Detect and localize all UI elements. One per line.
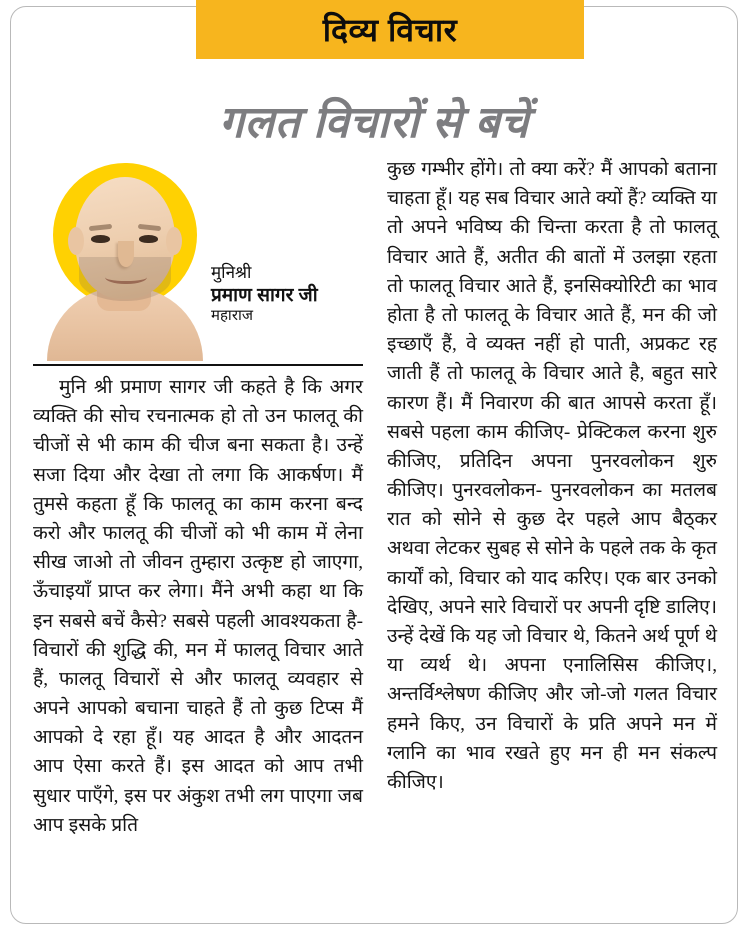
column-divider-rule bbox=[33, 364, 363, 366]
caption-line-2: प्रमाण सागर जी bbox=[211, 284, 318, 306]
article-body-right: कुछ गम्भीर होंगे। तो क्या करें? मैं आपको बताना चाहता हूँ। यह सब विचार आते क्यों हैं? व्यक्ति या तो अपने भविष्य की चिन्ता करता है तो फालतू विचार आते हैं, अतीत की बातों में उलझा रहता तो फालतू विचार आते हैं, इनसिक्योरिटी का भाव होता है तो फालतू के विचार आते हैं, मन की जो इच्छाएँ हैं, वे व्यक्त नहीं हो पाती, अप्रकट रह जाती हैं तो फालतू के विचार आते है, बहुत सारे कारण हैं। मैं निवारण की बात आपसे करता हूँ। सबसे पहला काम कीजिए- प्रेक्टिकल करना शुरु कीजिए, प्रतिदिन अपना पुनरवलोकन शुरु कीजिए। पुनरवलोकन- पुनरवलोकन का मतलब रात को सोने से कुछ देर पहले आप बैठ्कर अथवा लेटकर सुबह से सोने के पहले तक के कृत कार्यों को, विचार को याद करिए। एक बार उनको देखिए, अपने सारे विचारों पर अपनी दृष्टि डालिए। उन्हें देखें कि यह जो विचार थे, कितने अर्थ पूर्ण थे या व्यर्थ थे। अपना एनालिसिस कीजिए।, अन्तर्विश्लेषण कीजिए और जो-जो गलत विचार हमने किए, उन विचारों के प्रति अपने मन में ग्लानि का भाव रखते हुए मन ही मन संकल्प कीजिए। bbox=[387, 159, 717, 793]
masthead-banner bbox=[196, 0, 584, 59]
article-headline: गलत विचारों से बचें bbox=[219, 98, 529, 148]
article-columns bbox=[11, 155, 737, 915]
caption-line-3: महाराज bbox=[211, 306, 253, 324]
left-column bbox=[33, 155, 363, 840]
article-body-left: मुनि श्री प्रमाण सागर जी कहते है कि अगर व्यक्ति की सोच रचनात्मक हो तो उन फालतू की चीजों से भी काम की चीज बना सकता है। उन्हें सजा दिया और देखा तो लगा कि आकर्षण। मैं तुमसे कहता हूँ कि फालतू का काम करना बन्द करो और फालतू की चीजों को भी काम में लेना सीख जाओ तो जीवन तुम्हारा उत्कृष्ट हो जाएगा, ऊँचाइयाँ प्राप्त कर लेगा। मैंने अभी कहा था कि इन सबसे बचें कैसे? सबसे पहली आवश्यकता है- विचारों की शुद्धि की, मन में फालतू विचार आते हैं, फालतू विचारों से और फालतू व्यवहार से अपने आपको बचाना चाहते हैं तो कुछ टिप्स मैं आपको दे रहा हूँ। यह आदत है और आदतन आप ऐसा करते हैं। इस आदत को आप तभी सुधार पाएँगे, इस पर अंकुश तभी लग पाएगा जब आप इसके प्रति bbox=[33, 377, 363, 836]
portrait-ear-right bbox=[166, 227, 182, 255]
portrait-ear-left bbox=[68, 227, 84, 255]
portrait-caption bbox=[211, 263, 361, 325]
portrait-eye-left bbox=[91, 235, 110, 243]
right-column bbox=[387, 155, 717, 797]
masthead-title: दिव्य विचार bbox=[322, 11, 458, 48]
portrait-eye-right bbox=[139, 235, 158, 243]
monk-portrait-photo bbox=[39, 169, 211, 361]
portrait-block bbox=[33, 155, 363, 360]
portrait-mouth bbox=[105, 270, 147, 284]
portrait-nose bbox=[118, 241, 134, 267]
article-card bbox=[10, 6, 738, 924]
caption-line-1: मुनिश्री bbox=[211, 263, 252, 282]
